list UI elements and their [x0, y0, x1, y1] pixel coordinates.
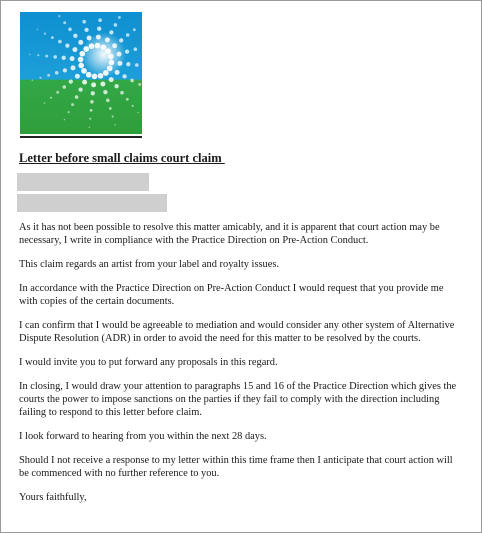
logo-dot: [112, 115, 114, 117]
logo-dot: [132, 105, 134, 107]
redacted-block: [17, 173, 149, 191]
logo-dot: [44, 33, 46, 35]
logo-dot: [98, 18, 102, 22]
logo-dot: [63, 85, 67, 89]
letter-paragraph: This claim regards an artist from your label and royalty issues.: [19, 259, 279, 270]
logo-dot: [39, 77, 41, 79]
logo-dot: [137, 112, 139, 114]
logo-dot: [134, 47, 138, 51]
letter-paragraph: I can confirm that I would be agreeable to mediation and would consider any other system of Alternative Dispute Resolution (ADR) in order to avoid the need for this matter to be resolved by the courts.: [19, 320, 455, 344]
logo-dot: [32, 79, 34, 81]
letter-paragraph: In accordance with the Practice Direction on Pre-Action Conduct I would request that you provide me with copies of the certain documents.: [19, 283, 444, 307]
logo-dot: [114, 23, 118, 27]
logo-dot: [109, 107, 112, 110]
logo-dot: [133, 28, 136, 31]
logo-dot: [90, 109, 93, 112]
company-logo: [20, 12, 142, 134]
logo-dot: [130, 79, 134, 83]
logo-dot: [50, 97, 52, 99]
logo-underline: [20, 136, 142, 138]
starburst-logo-icon: [20, 12, 142, 134]
logo-dot: [29, 54, 31, 56]
logo-dot: [68, 111, 70, 113]
letter-closing: Yours faithfully,: [19, 492, 87, 503]
logo-dot: [120, 91, 124, 95]
logo-dot: [68, 28, 72, 32]
letter-paragraph: In closing, I would draw your attention to paragraphs 15 and 16 of the Practice Direction which gives the courts the power to impose sanctions on the parties if they fail to comply with the direction including failing to respond to this letter before claim.: [19, 381, 457, 418]
logo-dot: [47, 74, 50, 77]
logo-dot: [90, 100, 94, 104]
logo-dot: [138, 83, 141, 86]
logo-dot: [71, 103, 74, 106]
letter-paragraph: I would invite you to put forward any proposals in this regard.: [19, 357, 278, 368]
logo-dot: [55, 71, 59, 75]
logo-dot: [126, 33, 130, 37]
logo-dot: [63, 21, 66, 24]
logo-dot: [51, 36, 54, 39]
logo-dot: [75, 95, 79, 99]
logo-dot: [82, 20, 86, 24]
logo-dot: [106, 99, 110, 103]
letter-title: Letter before small claims court claim: [19, 151, 225, 165]
logo-dot: [135, 63, 139, 67]
logo-dot: [56, 91, 59, 94]
logo-dot: [44, 102, 46, 104]
logo-dot: [37, 29, 39, 31]
letter-paragraph: Should I not receive a response to my letter within this time frame then I anticipate that court action will be commenced with no further reference to you.: [19, 455, 453, 479]
letter-paragraph: I look forward to hearing from you within the next 28 days.: [19, 431, 267, 442]
logo-dot: [53, 55, 57, 59]
logo-dot: [126, 98, 129, 101]
logo-dot: [118, 16, 121, 19]
redacted-block: [17, 194, 167, 212]
logo-dot: [45, 55, 48, 58]
logo-dot: [37, 54, 39, 56]
logo-dot: [89, 118, 91, 120]
logo-dot: [58, 40, 62, 44]
letter-body: [19, 221, 464, 515]
letter-paragraph: As it has not been possible to resolve this matter amicably, and it is apparent that court action may be necessary, I write in compliance with the Practice Direction on Pre-Action Conduct.: [19, 222, 440, 246]
logo-dot: [64, 119, 66, 121]
logo-dot: [58, 15, 60, 17]
logo-dot: [114, 124, 116, 126]
logo-dot: [89, 126, 91, 128]
